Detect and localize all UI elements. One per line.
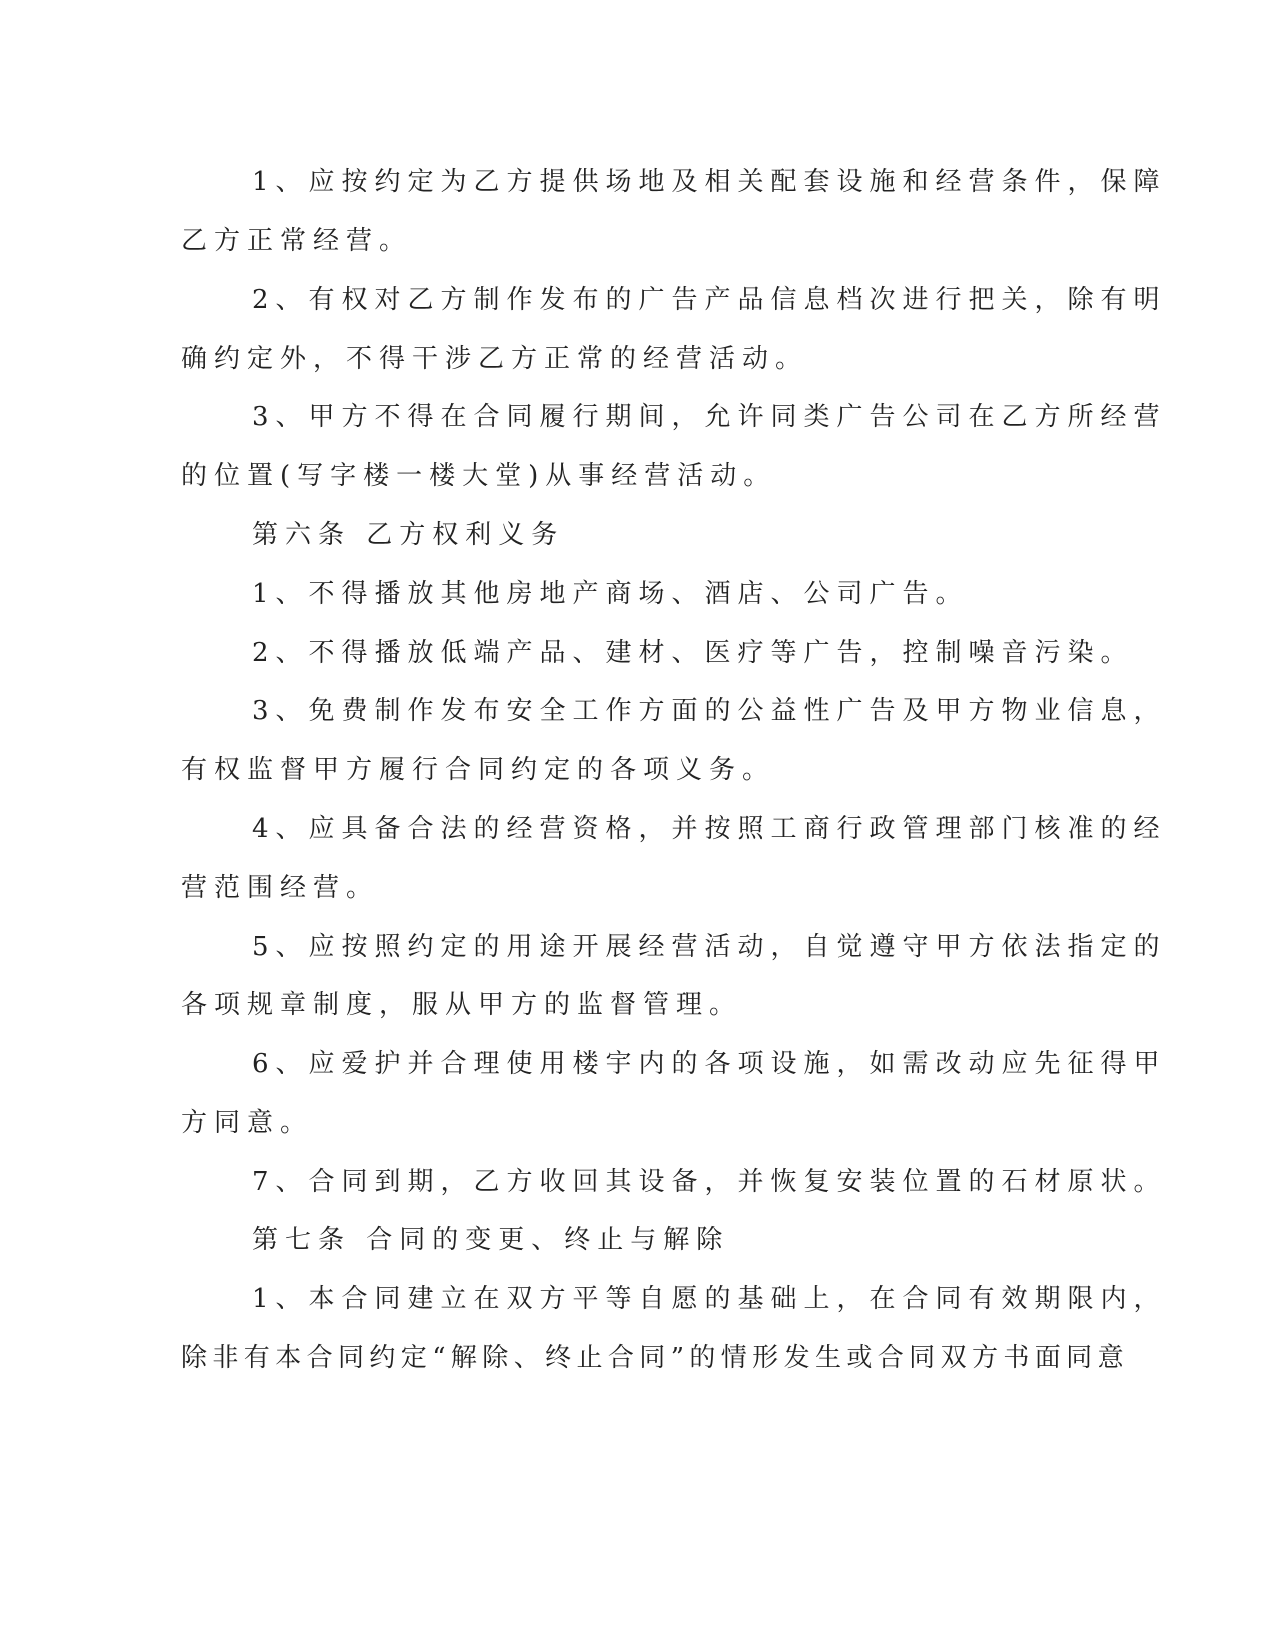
clause-7-item-1-line-1: 1、本合同建立在双方平等自愿的基础上，在合同有效期限内， (252, 1284, 1167, 1314)
clause-6-item-6-line-2: 方同意。 (181, 1108, 314, 1138)
clause-6-heading: 第六条 乙方权利义务 (252, 520, 565, 550)
clause-7-item-1-line-2: 除非有本合同约定“解除、终止合同”的情形发生或合同双方书面同意 (181, 1343, 1129, 1373)
clause-6-item-1: 1、不得播放其他房地产商场、酒店、公司广告。 (252, 579, 969, 609)
clause-6-item-5-line-1: 5、应按照约定的用途开展经营活动，自觉遵守甲方依法指定的 (252, 932, 1167, 962)
clause-5-item-2-line-1: 2、有权对乙方制作发布的广告产品信息档次进行把关，除有明 (252, 285, 1167, 315)
clause-5-item-3-line-2: 的位置(写字楼一楼大堂)从事经营活动。 (181, 461, 777, 491)
clause-6-item-4-line-1: 4、应具备合法的经营资格，并按照工商行政管理部门核准的经 (252, 814, 1167, 844)
clause-6-item-3-line-2: 有权监督甲方履行合同约定的各项义务。 (181, 755, 776, 785)
clause-5-item-3-line-1: 3、甲方不得在合同履行期间，允许同类广告公司在乙方所经营 (252, 402, 1167, 432)
clause-5-item-1-line-1: 1、应按约定为乙方提供场地及相关配套设施和经营条件，保障 (252, 167, 1167, 197)
clause-6-item-6-line-1: 6、应爱护并合理使用楼宇内的各项设施，如需改动应先征得甲 (252, 1049, 1167, 1079)
clause-7-heading: 第七条 合同的变更、终止与解除 (252, 1225, 730, 1255)
clause-5-item-1-line-2: 乙方正常经营。 (181, 226, 413, 256)
clause-6-item-2: 2、不得播放低端产品、建材、医疗等广告，控制噪音污染。 (252, 638, 1134, 668)
clause-5-item-2-line-2: 确约定外，不得干涉乙方正常的经营活动。 (181, 344, 809, 374)
clause-6-item-3-line-1: 3、免费制作发布安全工作方面的公益性广告及甲方物业信息， (252, 696, 1167, 726)
clause-6-item-7: 7、合同到期，乙方收回其设备，并恢复安装位置的石材原状。 (252, 1167, 1167, 1197)
clause-6-item-5-line-2: 各项规章制度，服从甲方的监督管理。 (181, 990, 743, 1020)
clause-6-item-4-line-2: 营范围经营。 (181, 873, 380, 903)
